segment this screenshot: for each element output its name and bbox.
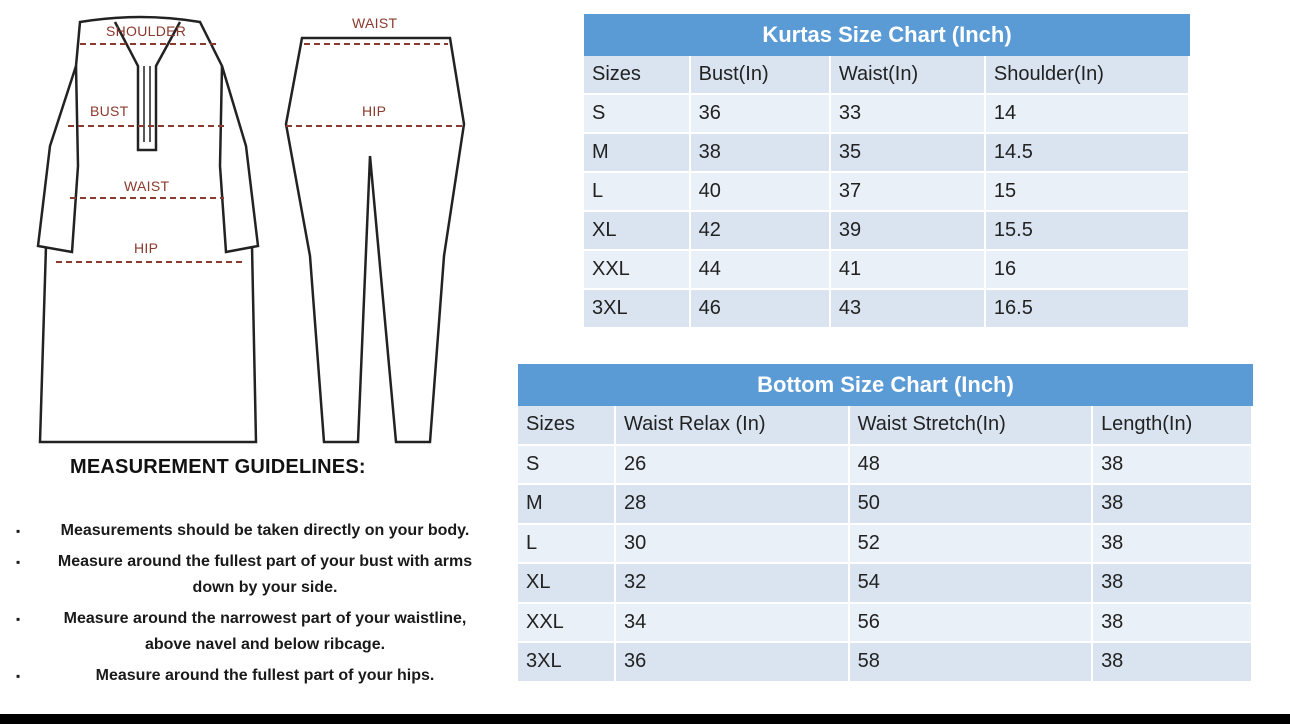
table-cell: 41 <box>831 251 986 290</box>
guideline-text: Measure around the narrowest part of your waistline, above navel and below ribcage. <box>63 610 467 653</box>
pant-outline <box>286 38 464 442</box>
bottom-border-bar <box>0 714 1290 724</box>
table-cell: XL <box>584 212 691 251</box>
table-header-row <box>584 56 1190 95</box>
table-row <box>584 173 1190 212</box>
table-cell: XXL <box>518 604 616 644</box>
table-cell: 46 <box>691 290 831 329</box>
table-row <box>518 525 1253 565</box>
bottom-chart-title: Bottom Size Chart (Inch) <box>518 364 1253 406</box>
table-cell: 34 <box>616 604 850 644</box>
table-cell: 38 <box>691 134 831 173</box>
table-cell: 15.5 <box>986 212 1190 251</box>
table-cell: 38 <box>1093 564 1253 604</box>
table-row <box>518 643 1253 683</box>
guideline-text: Measure around the fullest part of your hips. <box>95 667 435 684</box>
table-cell: S <box>584 95 691 134</box>
table-cell: 14 <box>986 95 1190 134</box>
guideline-item <box>8 549 478 601</box>
table-cell: 39 <box>831 212 986 251</box>
pant-hip-label: HIP <box>362 103 387 119</box>
kurta-bust-label: BUST <box>90 103 129 119</box>
kurta-waist-label: WAIST <box>124 178 170 194</box>
table-cell: 38 <box>1093 643 1253 683</box>
column-header: Bust(In) <box>691 56 831 95</box>
guideline-item <box>8 663 478 689</box>
column-header: Waist Stretch(In) <box>850 406 1093 446</box>
table-cell: 26 <box>616 446 850 486</box>
table-cell: 44 <box>691 251 831 290</box>
table-cell: 3XL <box>518 643 616 683</box>
table-cell: 36 <box>616 643 850 683</box>
column-header: Waist Relax (In) <box>616 406 850 446</box>
table-row <box>518 604 1253 644</box>
table-cell: L <box>518 525 616 565</box>
kurta-chart-title: Kurtas Size Chart (Inch) <box>584 14 1190 56</box>
guidelines-title: MEASUREMENT GUIDELINES: <box>70 456 366 478</box>
table-cell: 28 <box>616 485 850 525</box>
table-row <box>584 251 1190 290</box>
table-cell: 3XL <box>584 290 691 329</box>
table-cell: 33 <box>831 95 986 134</box>
kurta-shoulder-label: SHOULDER <box>106 23 187 39</box>
table-cell: 52 <box>850 525 1093 565</box>
guideline-item <box>8 606 478 658</box>
table-cell: 58 <box>850 643 1093 683</box>
column-header: Sizes <box>518 406 616 446</box>
table-cell: 56 <box>850 604 1093 644</box>
bullet-icon: ▪ <box>16 669 21 683</box>
kurta-left-sleeve <box>38 66 78 252</box>
table-cell: XXL <box>584 251 691 290</box>
table-cell: 40 <box>691 173 831 212</box>
table-cell: 37 <box>831 173 986 212</box>
table-cell: 32 <box>616 564 850 604</box>
table-cell: S <box>518 446 616 486</box>
table-row <box>518 446 1253 486</box>
table-cell: 43 <box>831 290 986 329</box>
bullet-icon: ▪ <box>16 524 21 538</box>
measurement-illustration <box>20 6 480 454</box>
guideline-item <box>8 518 478 544</box>
table-row <box>584 290 1190 329</box>
table-row <box>584 134 1190 173</box>
table-row <box>518 485 1253 525</box>
table-cell: M <box>584 134 691 173</box>
bottom-size-chart <box>518 364 1253 683</box>
table-row <box>584 212 1190 251</box>
table-cell: 54 <box>850 564 1093 604</box>
table-header-row <box>518 406 1253 446</box>
table-cell: 16 <box>986 251 1190 290</box>
table-cell: 48 <box>850 446 1093 486</box>
table-cell: 14.5 <box>986 134 1190 173</box>
column-header: Waist(In) <box>831 56 986 95</box>
kurta-size-chart <box>584 14 1190 329</box>
table-row <box>518 564 1253 604</box>
table-cell: 42 <box>691 212 831 251</box>
bullet-icon: ▪ <box>16 612 21 626</box>
table-cell: XL <box>518 564 616 604</box>
guideline-text: Measurements should be taken directly on your body. <box>60 522 470 539</box>
guidelines-list <box>8 518 478 694</box>
table-cell: 30 <box>616 525 850 565</box>
table-cell: 38 <box>1093 604 1253 644</box>
bullet-icon: ▪ <box>16 555 21 569</box>
table-cell: 35 <box>831 134 986 173</box>
table-cell: 36 <box>691 95 831 134</box>
column-header: Shoulder(In) <box>986 56 1190 95</box>
guideline-text: Measure around the fullest part of your bust with arms down by your side. <box>57 553 473 596</box>
table-cell: 38 <box>1093 485 1253 525</box>
pant-waist-label: WAIST <box>352 15 398 31</box>
kurta-hip-label: HIP <box>134 240 159 256</box>
table-cell: 38 <box>1093 525 1253 565</box>
column-header: Length(In) <box>1093 406 1253 446</box>
table-cell: 50 <box>850 485 1093 525</box>
table-row <box>584 95 1190 134</box>
kurta-right-sleeve <box>220 66 258 252</box>
table-cell: 16.5 <box>986 290 1190 329</box>
column-header: Sizes <box>584 56 691 95</box>
table-cell: 15 <box>986 173 1190 212</box>
table-cell: 38 <box>1093 446 1253 486</box>
table-cell: L <box>584 173 691 212</box>
table-cell: M <box>518 485 616 525</box>
garment-diagram-svg <box>20 6 480 454</box>
